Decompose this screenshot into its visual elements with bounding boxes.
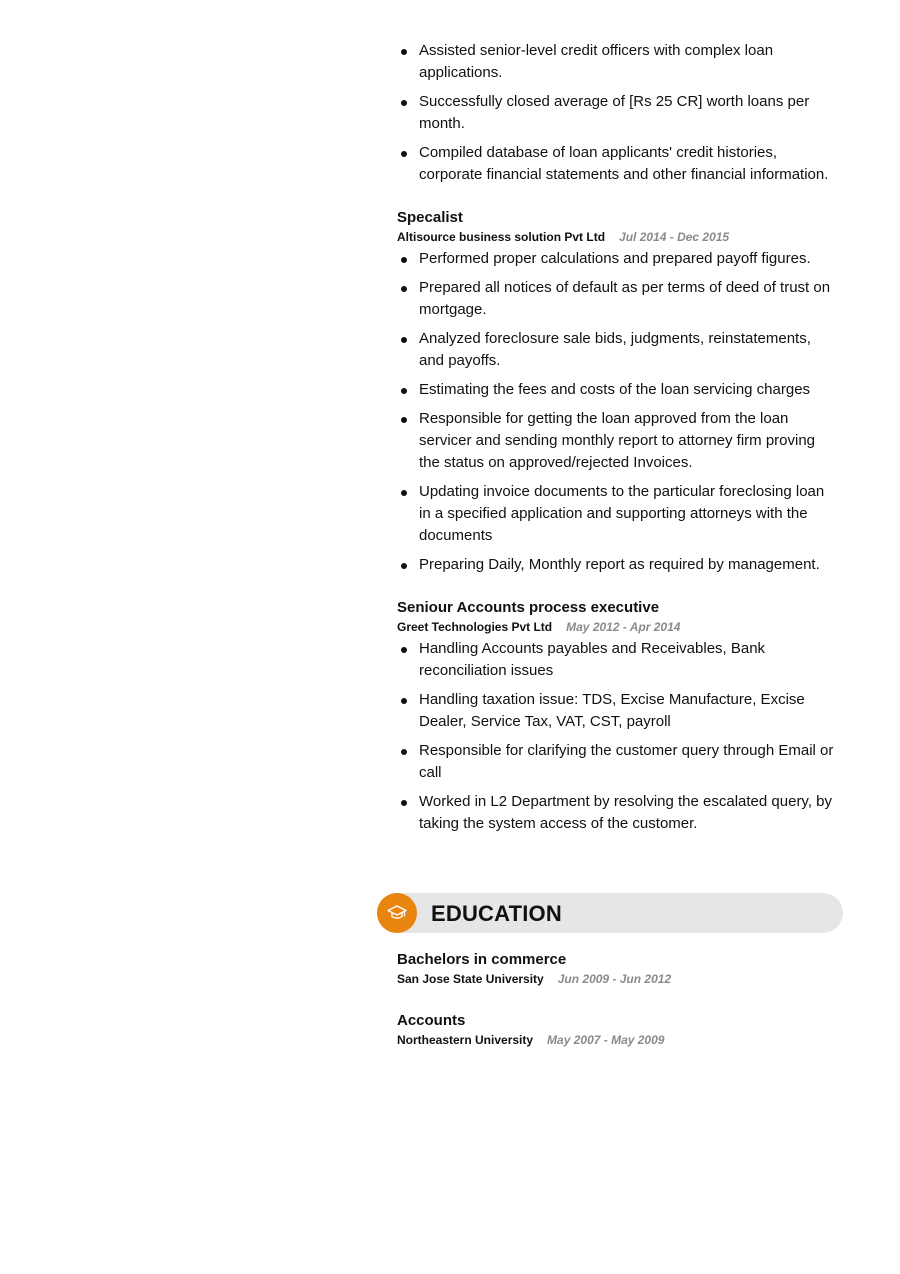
degree-title: Bachelors in commerce	[397, 951, 567, 968]
education-meta	[397, 1031, 837, 1049]
bullet-icon	[401, 388, 407, 394]
job-title: Seniour Accounts process executive	[397, 599, 660, 616]
bullet-text: Worked in L2 Department by resolving the escalated query, by taking the system access of the customer.	[419, 793, 832, 832]
bullet-icon	[401, 49, 407, 55]
job-meta	[397, 618, 837, 636]
job-entry-specalist	[397, 208, 837, 576]
degree-title: Accounts	[397, 1012, 466, 1029]
bullet-icon	[401, 647, 407, 653]
bullet-text: Analyzed foreclosure sale bids, judgments, reinstatements, and payoffs.	[419, 330, 811, 369]
education-entry-bachelors	[397, 950, 837, 990]
list-item	[397, 689, 837, 733]
list-item	[397, 248, 837, 270]
list-item	[397, 379, 837, 401]
list-item	[397, 328, 837, 372]
bullet-icon	[401, 337, 407, 343]
education-entry-accounts	[397, 1011, 837, 1051]
intro-bullet-list	[397, 40, 837, 186]
education-section-header	[377, 893, 843, 933]
bullet-icon	[401, 151, 407, 157]
list-item	[397, 554, 837, 576]
bullet-icon	[401, 800, 407, 806]
job-dates: May 2012 - Apr 2014	[566, 620, 681, 634]
bullet-icon	[401, 257, 407, 263]
education-dates: May 2007 - May 2009	[547, 1033, 665, 1047]
job-title: Specalist	[397, 209, 463, 226]
experience-column	[397, 40, 837, 842]
list-item	[397, 638, 837, 682]
bullet-icon	[401, 417, 407, 423]
bullet-icon	[401, 749, 407, 755]
education-meta	[397, 970, 837, 988]
list-item	[397, 408, 837, 474]
list-item	[397, 40, 837, 84]
list-item	[397, 740, 837, 784]
list-item	[397, 91, 837, 135]
list-item	[397, 277, 837, 321]
company-name: Altisource business solution Pvt Ltd	[397, 230, 606, 244]
list-item	[397, 481, 837, 547]
bullet-text: Assisted senior-level credit officers with complex loan applications.	[419, 42, 774, 81]
company-name: Greet Technologies Pvt Ltd	[397, 620, 553, 634]
bullet-icon	[401, 100, 407, 106]
education-dates: Jun 2009 - Jun 2012	[557, 972, 672, 986]
list-item	[397, 791, 837, 835]
bullet-text: Handling taxation issue: TDS, Excise Manufacture, Excise Dealer, Service Tax, VAT, CST, payroll	[419, 691, 805, 730]
bullet-icon	[401, 563, 407, 569]
bullet-text: Responsible for clarifying the customer query through Email or call	[419, 742, 834, 781]
graduation-cap-svg	[387, 904, 407, 922]
bullet-text: Estimating the fees and costs of the loan servicing charges	[419, 381, 811, 398]
job-entry-accounts-executive	[397, 598, 837, 835]
bullet-text: Handling Accounts payables and Receivables, Bank reconciliation issues	[419, 640, 766, 679]
bullet-icon	[401, 286, 407, 292]
graduation-cap-icon	[377, 893, 417, 933]
school-name: Northeastern University	[397, 1033, 534, 1047]
job-bullet-list	[397, 638, 837, 835]
bullet-text: Responsible for getting the loan approved from the loan servicer and sending monthly report to attorney firm proving the status on approved/rejected Invoices.	[419, 410, 816, 471]
bullet-icon	[401, 698, 407, 704]
job-meta	[397, 228, 837, 246]
bullet-text: Prepared all notices of default as per terms of deed of trust on mortgage.	[419, 279, 831, 318]
bullet-text: Successfully closed average of [Rs 25 CR] worth loans per month.	[419, 93, 810, 132]
bullet-text: Preparing Daily, Monthly report as required by management.	[419, 556, 820, 573]
bullet-text: Performed proper calculations and prepared payoff figures.	[419, 250, 811, 267]
list-item	[397, 142, 837, 186]
job-dates: Jul 2014 - Dec 2015	[619, 230, 730, 244]
section-title: EDUCATION	[431, 901, 562, 926]
bullet-text: Updating invoice documents to the particular foreclosing loan in a specified application and supporting attorneys with the documents	[419, 483, 825, 544]
school-name: San Jose State University	[397, 972, 544, 986]
bullet-icon	[401, 490, 407, 496]
job-bullet-list	[397, 248, 837, 576]
bullet-text: Compiled database of loan applicants' credit histories, corporate financial statements and other financial information.	[419, 144, 829, 183]
